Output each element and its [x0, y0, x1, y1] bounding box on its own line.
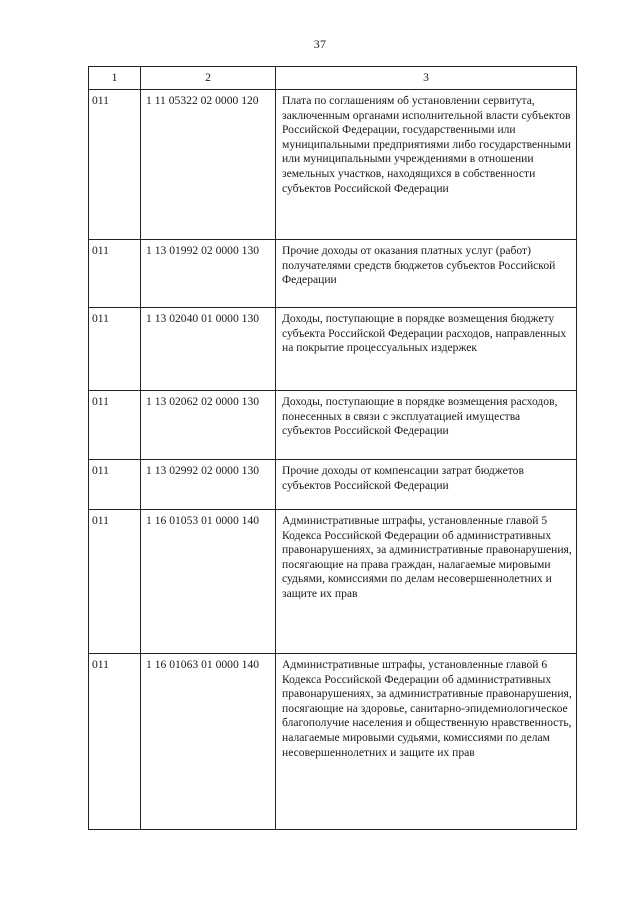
column-header-3: 3 [276, 67, 577, 90]
income-code-cell: 1 11 05322 02 0000 120 [141, 90, 276, 240]
income-code-cell: 1 13 02040 01 0000 130 [141, 308, 276, 391]
table-row [89, 240, 577, 308]
description-cell: Административные штрафы, установленные главой 5 Кодекса Российской Федерации об административных правонарушениях, за административные правонарушения, посягающие на права граждан, налагаемые мировыми судьями, комиссиями по делам несовершеннолетних и защите их прав [276, 510, 577, 654]
table-row [89, 460, 577, 510]
admin-code-cell: 011 [89, 240, 141, 308]
description-cell: Доходы, поступающие в порядке возмещения расходов, понесенных в связи с эксплуатацией имущества субъектов Российской Федерации [276, 391, 577, 460]
income-code-cell: 1 13 02992 02 0000 130 [141, 460, 276, 510]
admin-code-cell: 011 [89, 654, 141, 830]
table-row [89, 308, 577, 391]
table-row [89, 391, 577, 460]
income-codes-table [88, 66, 577, 830]
table-header-row [89, 67, 577, 90]
table-row [89, 90, 577, 240]
admin-code-cell: 011 [89, 460, 141, 510]
column-header-2: 2 [141, 67, 276, 90]
income-code-cell: 1 16 01063 01 0000 140 [141, 654, 276, 830]
table-row [89, 510, 577, 654]
description-cell: Плата по соглашениям об установлении сервитута, заключенным органами исполнительной власти субъектов Российской Федерации, государственными или муниципальными предприятиями либо государственными или муниципальными учреждениями в отношении земельных участков, находящихся в собственности субъектов Российской Федерации [276, 90, 577, 240]
admin-code-cell: 011 [89, 308, 141, 391]
description-cell: Прочие доходы от компенсации затрат бюджетов субъектов Российской Федерации [276, 460, 577, 510]
description-cell: Доходы, поступающие в порядке возмещения бюджету субъекта Российской Федерации расходов, направленных на покрытие процессуальных издержек [276, 308, 577, 391]
page-number: 37 [313, 37, 327, 51]
income-code-cell: 1 13 02062 02 0000 130 [141, 391, 276, 460]
description-cell: Административные штрафы, установленные главой 6 Кодекса Российской Федерации об административных правонарушениях, за административные правонарушения, посягающие на здоровье, санитарно-эпидемиологическое благополучие населения и общественную нравственность, налагаемые мировыми судьями, комиссиями по делам несовершеннолетних и защите их прав [276, 654, 577, 830]
admin-code-cell: 011 [89, 90, 141, 240]
admin-code-cell: 011 [89, 391, 141, 460]
table-row [89, 654, 577, 830]
column-header-1: 1 [89, 67, 141, 90]
income-code-cell: 1 16 01053 01 0000 140 [141, 510, 276, 654]
admin-code-cell: 011 [89, 510, 141, 654]
description-cell: Прочие доходы от оказания платных услуг (работ) получателями средств бюджетов субъектов Российской Федерации [276, 240, 577, 308]
income-code-cell: 1 13 01992 02 0000 130 [141, 240, 276, 308]
